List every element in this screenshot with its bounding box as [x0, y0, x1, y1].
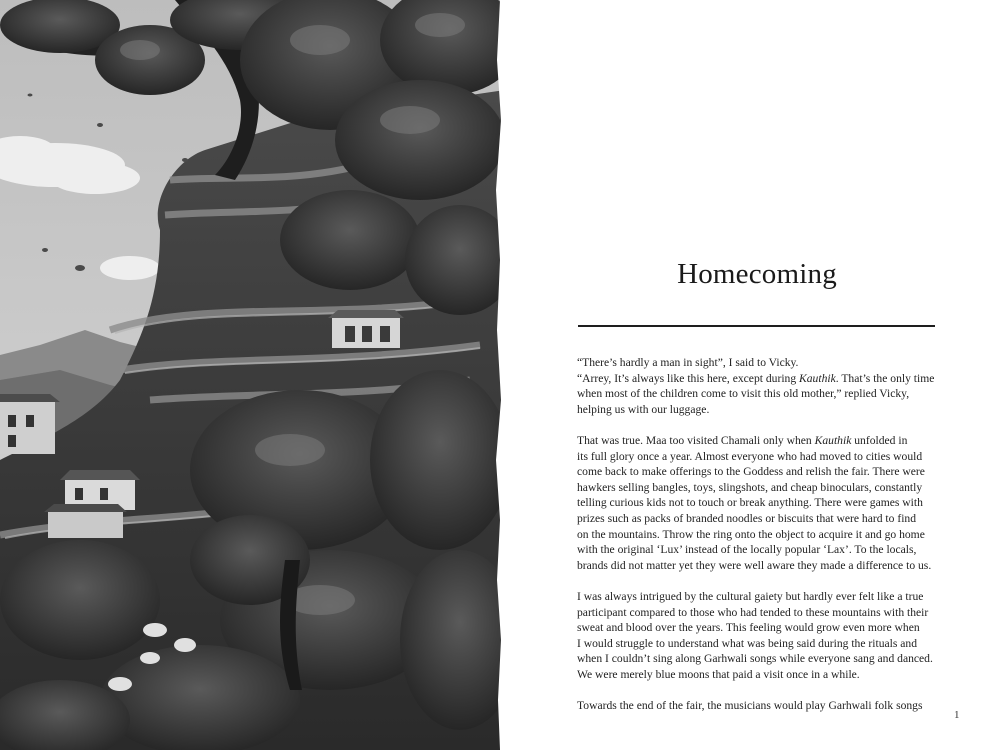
text-page	[505, 0, 1000, 750]
chapter-title: Homecoming	[677, 258, 837, 290]
page-number: 1	[954, 709, 960, 721]
text-line: on the mountains. Throw the ring onto the object to acquire it and go home	[577, 527, 925, 541]
text-line: “Arrey, It’s always like this here, except during Kauthik. That’s the only time	[577, 371, 935, 385]
text-line: I was always intrigued by the cultural gaiety but hardly ever felt like a true	[577, 589, 924, 603]
text-line: helping us with our luggage.	[577, 402, 710, 416]
text-line: sweat and blood over the years. This feeling would grow even more when	[577, 621, 920, 635]
paragraph	[577, 355, 952, 417]
paragraph	[577, 698, 952, 714]
text-line: when I couldn’t sing along Garhwali songs while everyone sang and danced.	[577, 652, 933, 666]
text-line: its full glory once a year. Almost everyone who had moved to cities would	[577, 449, 923, 463]
text-line: telling curious kids not to touch or break anything. There were games with	[577, 496, 923, 510]
text-line: That was true. Maa too visited Chamali only when Kauthik unfolded in	[577, 433, 908, 447]
text-line: Towards the end of the fair, the musicians would play Garhwali folk songs	[577, 699, 923, 713]
paragraph	[577, 589, 952, 683]
text-line: come back to make offerings to the Goddess and relish the fair. There were	[577, 465, 925, 479]
body-text	[577, 355, 952, 729]
paragraph	[577, 433, 952, 573]
text-line: participant compared to those who had tended to these mountains with their	[577, 605, 929, 619]
text-line: We were merely blue moons that paid a visit once in a while.	[577, 667, 860, 681]
text-line: brands did not matter yet they were well aware they made a difference to us.	[577, 558, 932, 572]
text-line: with the original ‘Lux’ instead of the locally popular ‘Lax’. To the locals,	[577, 543, 917, 557]
text-line: prizes such as packs of branded noodles or biscuits that were hard to find	[577, 511, 917, 525]
text-line: hawkers selling bangles, toys, slingshots, and cheap binoculars, constantly	[577, 480, 923, 494]
text-line: when most of the children come to visit this old mother,” replied Vicky,	[577, 387, 910, 401]
text-line: I would struggle to understand what was being said during the rituals and	[577, 636, 918, 650]
text-line: “There’s hardly a man in sight”, I said to Vicky.	[577, 356, 799, 369]
title-rule	[578, 325, 935, 327]
